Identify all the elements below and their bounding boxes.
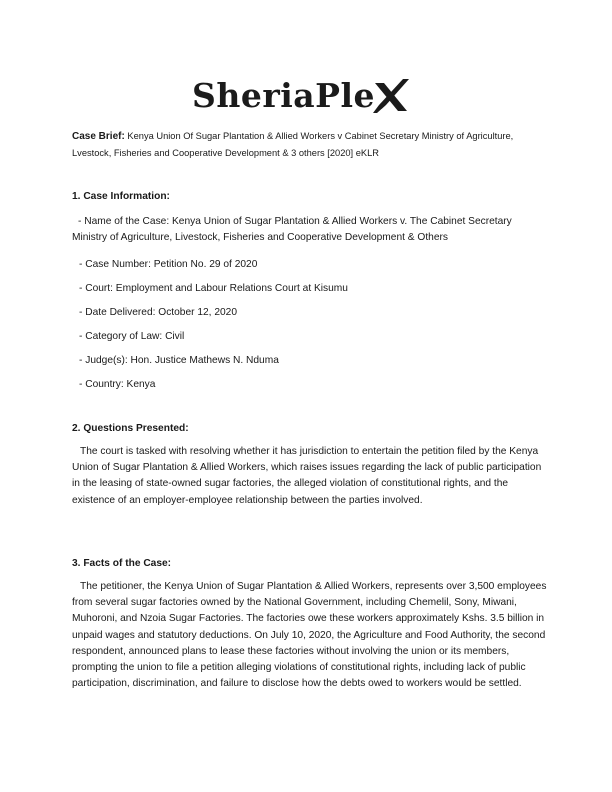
judges: - Judge(s): Hon. Justice Mathews N. Nduma [79, 355, 279, 366]
section-1-heading: 1. Case Information: [72, 191, 170, 202]
case-brief [72, 128, 542, 161]
questions-presented-text: The court is tasked with resolving whether it has jurisdiction to entertain the petition filed by the Kenya Union of Sugar Plantation & Allied Workers, which raises issues regarding the lack of public participation in the leasing of state-owned sugar factories, the alleged violation of constitutional rights, and the existence of an employer-employee relationship between the parties involved. [72, 446, 542, 506]
date-delivered: - Date Delivered: October 12, 2020 [79, 307, 237, 318]
sheriaplex-logo [192, 76, 409, 116]
section-2-heading: 2. Questions Presented: [72, 423, 189, 434]
x-logo-icon [373, 79, 409, 115]
case-number: - Case Number: Petition No. 29 of 2020 [79, 259, 258, 270]
court: - Court: Employment and Labour Relations Court at Kisumu [79, 283, 348, 294]
case-brief-label: Case Brief: [72, 131, 125, 142]
category-of-law: - Category of Law: Civil [79, 331, 185, 342]
case-name: - Name of the Case: Kenya Union of Sugar Plantation & Allied Workers v. The Cabinet Secretary Ministry of Agriculture, Livestock, Fisheries and Cooperative Development & Others [72, 216, 512, 243]
case-brief-text: Kenya Union Of Sugar Plantation & Allied Workers v Cabinet Secretary Ministry of Agriculture, Lvestock, Fisheries and Cooperative Development & 3 others [2020] eKLR [72, 131, 514, 158]
section-3-heading: 3. Facts of the Case: [72, 558, 172, 569]
facts-text: The petitioner, the Kenya Union of Sugar Plantation & Allied Workers, represents over 3,500 employees from several sugar factories owned by the National Government, including Chemelil, Sony, Miwani, Muhoroni, and Nzoia Sugar Factories. The factories owe these workers approximately Kshs. 3.5 billion in unpaid wages and statutory deductions. On July 10, 2020, the Agriculture and Food Authority, the second respondent, announced plans to lease these factories without involving the union or its members, prompting the union to file a petition alleging violations of constitutional rights, including lack of public participation, discrimination, and failure to disclose how the debts owed to workers would be settled. [72, 581, 547, 690]
logo-text: SheriaPle [192, 76, 375, 115]
country: - Country: Kenya [79, 379, 156, 390]
